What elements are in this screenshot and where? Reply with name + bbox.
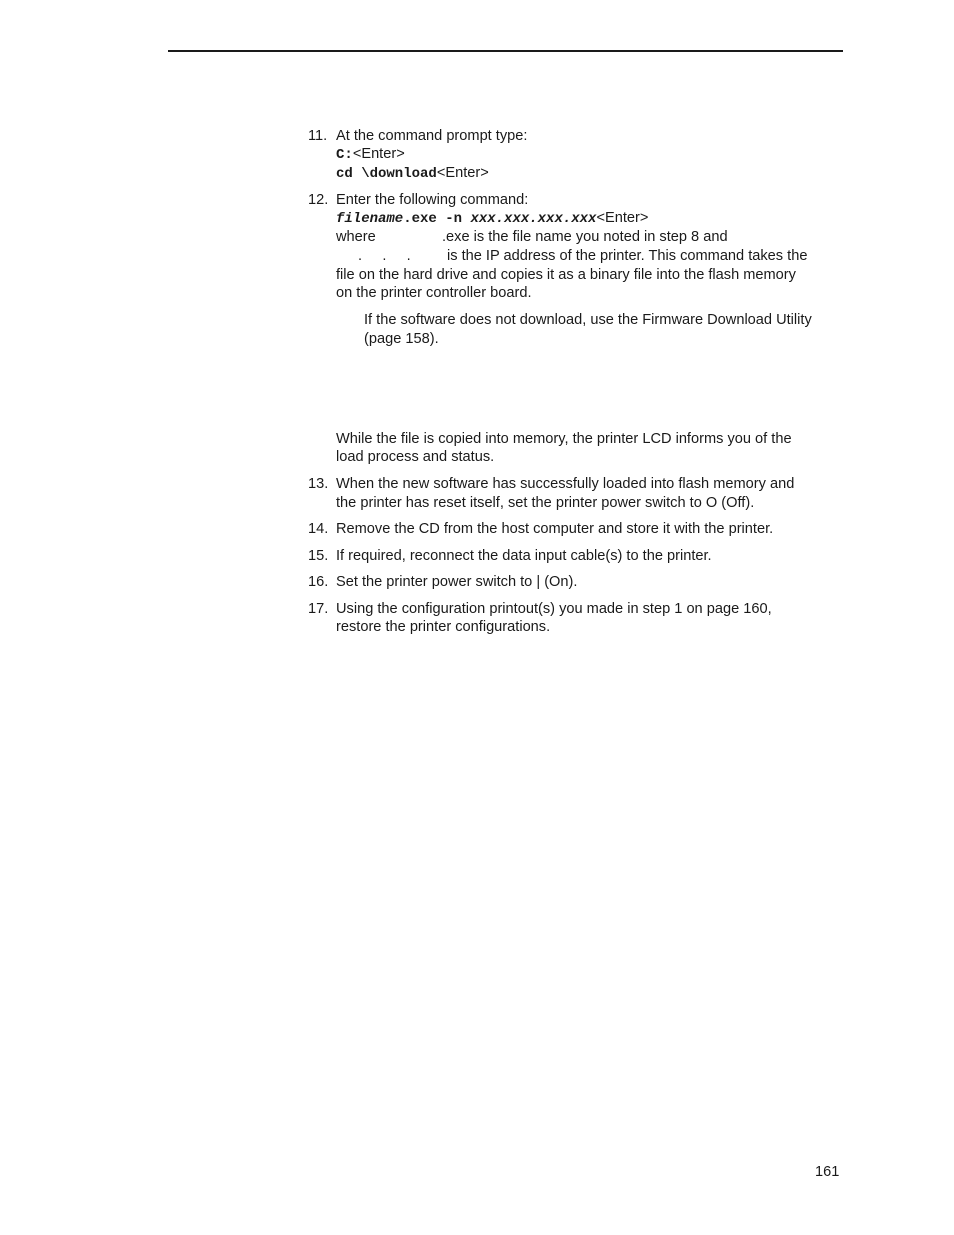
- step-number: 16.: [308, 574, 329, 590]
- command-code: cd \download: [336, 166, 437, 182]
- step-number: 11.: [308, 128, 328, 144]
- where-word: where: [336, 229, 376, 245]
- step-text: When the new software has successfully loaded into flash memory and: [336, 476, 795, 492]
- header-rule: [168, 50, 843, 52]
- step-text: load process and status.: [336, 449, 495, 465]
- step-text: file on the hard drive and copies it as a binary file into the flash memory: [336, 267, 796, 283]
- step-text: on the printer controller board.: [336, 285, 532, 301]
- step-number: 15.: [308, 548, 329, 564]
- step-text: Set the printer power switch to | (On).: [336, 574, 578, 590]
- command-line: [336, 164, 489, 184]
- command-line: [336, 145, 405, 165]
- command-option: .exe -n: [403, 211, 471, 227]
- step-text: At the command prompt type:: [336, 128, 528, 144]
- step-text: Remove the CD from the host computer and store it with the printer.: [336, 521, 774, 537]
- note-text: If the software does not download, use the Firmware Download Utility: [364, 312, 812, 328]
- step-text: While the file is copied into memory, the printer LCD informs you of the: [336, 431, 792, 447]
- step-text: If required, reconnect the data input cable(s) to the printer.: [336, 548, 712, 564]
- ip-dots: . . .: [358, 248, 411, 264]
- ip-text: is the IP address of the printer. This command takes the: [447, 248, 808, 264]
- step-number: 12.: [308, 192, 329, 208]
- command-line: [336, 209, 648, 229]
- where-text: .exe is the file name you noted in step 8 and: [442, 229, 728, 245]
- command-filename: filename: [336, 211, 404, 227]
- note-text: (page 158).: [364, 331, 439, 347]
- step-text: the printer has reset itself, set the printer power switch to O (Off).: [336, 495, 755, 511]
- step-number: 17.: [308, 601, 329, 617]
- step-text: Enter the following command:: [336, 192, 529, 208]
- command-code: C:: [336, 147, 353, 163]
- step-text: restore the printer configurations.: [336, 619, 551, 635]
- step-text: Using the configuration printout(s) you made in step 1 on page 160,: [336, 601, 772, 617]
- step-number: 14.: [308, 521, 329, 537]
- command-ip: xxx.xxx.xxx.xxx: [470, 211, 597, 227]
- command-key: <Enter>: [436, 165, 489, 181]
- command-key: <Enter>: [596, 210, 649, 226]
- command-key: <Enter>: [352, 146, 405, 162]
- step-number: 13.: [308, 476, 329, 492]
- page-number: 161: [815, 1164, 840, 1180]
